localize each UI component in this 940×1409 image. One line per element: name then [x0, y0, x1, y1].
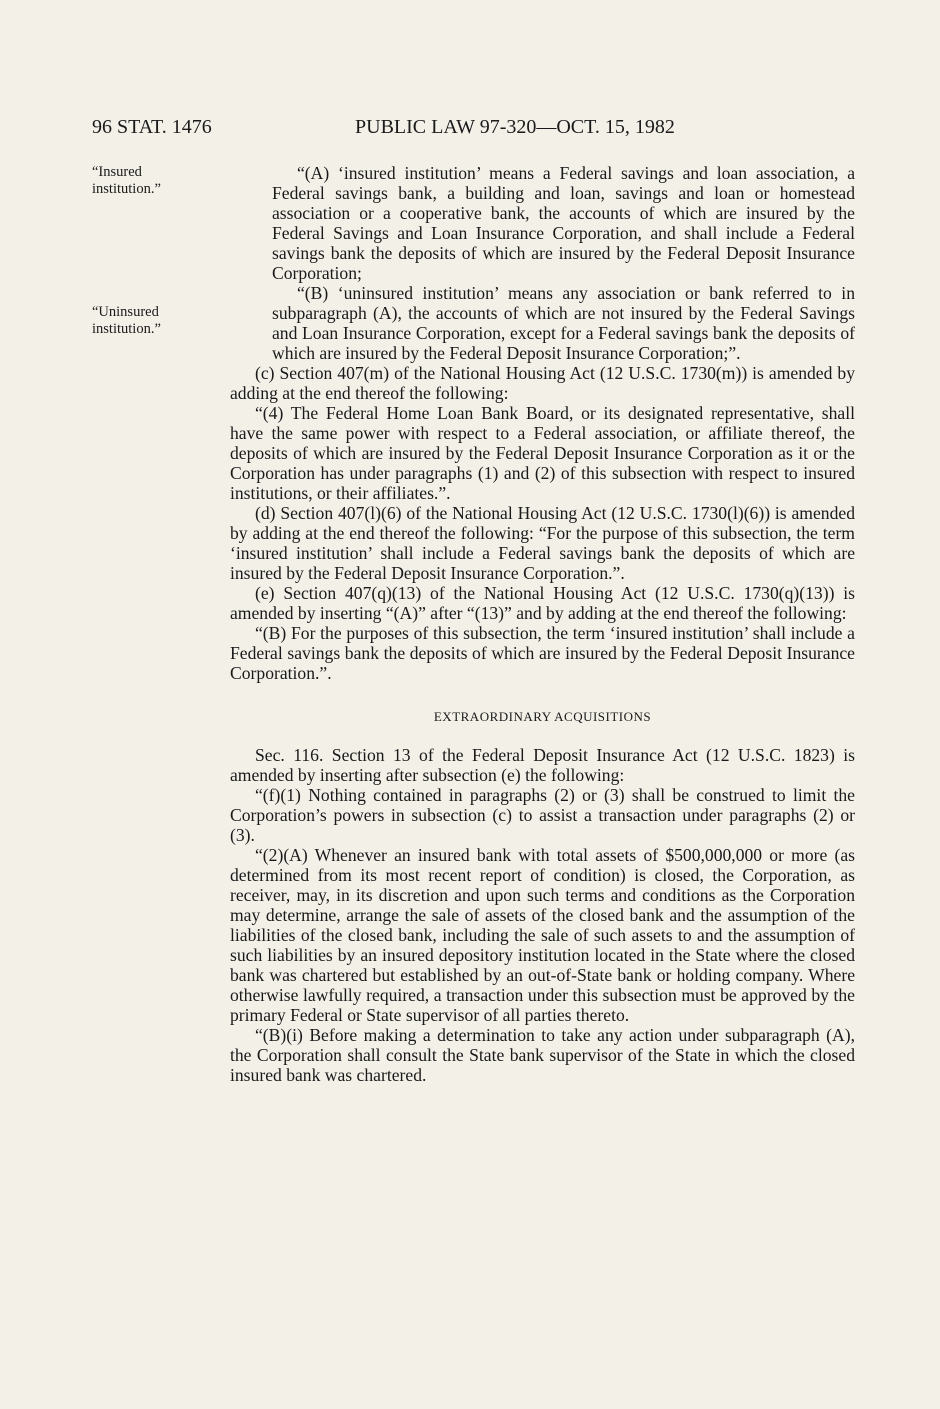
paragraph-section-e-b: “(B) For the purposes of this subsection, the term ‘insured institution’ shall include a Federal savings bank the deposits of which are insured by the Federal Deposit Insurance Corporation.”.: [230, 623, 855, 683]
paragraph-sec-116: Sec. 116. Section 13 of the Federal Deposit Insurance Act (12 U.S.C. 1823) is amended by inserting after subsection (e) the following:: [230, 745, 855, 785]
paragraph-f2a: “(2)(A) Whenever an insured bank with total assets of $500,000,000 or more (as determined from its most recent report of condition) is closed, the Corporation, as receiver, may, in its discretion and upon such terms and conditions as the Corporation may determine, arrange the sale of assets of the closed bank and the assumption of the liabilities of the closed bank, including the sale of such assets to and the assumption of such liabilities by an insured depository institution located in the State where the closed bank was chartered but established by an out-of-State bank or holding company. Where otherwise lawfully required, a transaction under this subsection must be approved by the primary Federal or State supervisor of all parties thereto.: [230, 845, 855, 1025]
body-text: [230, 163, 855, 1085]
section-heading: EXTRAORDINARY ACQUISITIONS: [433, 709, 652, 724]
page-header: [92, 116, 782, 146]
paragraph-uninsured-definition: “(B) ‘uninsured institution’ means any association or bank referred to in subparagraph (A), the accounts of which are not insured by the Federal Savings and Loan Insurance Corporation, except for a Federal savings bank the deposits of which are insured by the Federal Deposit Insurance Corporation;”.: [272, 283, 855, 363]
public-law-title: PUBLIC LAW 97-320—OCT. 15, 1982: [355, 116, 675, 138]
margin-note-uninsured: “Uninsured institution.”: [92, 304, 161, 337]
paragraph-f2b: “(B)(i) Before making a determination to take any action under subparagraph (A), the Corporation shall consult the State bank supervisor of the State in which the closed insured bank was chartered.: [230, 1025, 855, 1085]
paragraph-section-d: (d) Section 407(l)(6) of the National Housing Act (12 U.S.C. 1730(l)(6)) is amended by adding at the end thereof the following: “For the purpose of this subsection, the term ‘insured institution’ shall include a Federal savings bank the deposits of which are insured by the Federal Deposit Insurance Corporation.”.: [230, 503, 855, 583]
paragraph-section-e: (e) Section 407(q)(13) of the National Housing Act (12 U.S.C. 1730(q)(13)) is amended by inserting “(A)” after “(13)” and by adding at the end thereof the following:: [230, 583, 855, 623]
paragraph-section-c: (c) Section 407(m) of the National Housing Act (12 U.S.C. 1730(m)) is amended by adding at the end thereof the following:: [230, 363, 855, 403]
paragraph-section-c-4: “(4) The Federal Home Loan Bank Board, or its designated representative, shall have the same power with respect to a Federal association, or affiliate thereof, the deposits of which are insured by the Federal Deposit Insurance Corporation as it or the Corporation has under paragraphs (1) and (2) of this subsection with respect to insured institutions, or their affiliates.”.: [230, 403, 855, 503]
paragraph-f1: “(f)(1) Nothing contained in paragraphs (2) or (3) shall be construed to limit the Corporation’s powers in subsection (c) to assist a transaction under paragraphs (2) or (3).: [230, 785, 855, 845]
paragraph-insured-definition: “(A) ‘insured institution’ means a Federal savings and loan association, a Federal savings bank, a building and loan, savings and loan or homestead association or a cooperative bank, the accounts of which are insured by the Federal Savings and Loan Insurance Corporation, and shall include a Federal savings bank the deposits of which are insured by the Federal Deposit Insurance Corporation;: [272, 163, 855, 283]
margin-note-insured: “Insured institution.”: [92, 164, 161, 197]
statute-page-number: 96 STAT. 1476: [92, 116, 212, 138]
